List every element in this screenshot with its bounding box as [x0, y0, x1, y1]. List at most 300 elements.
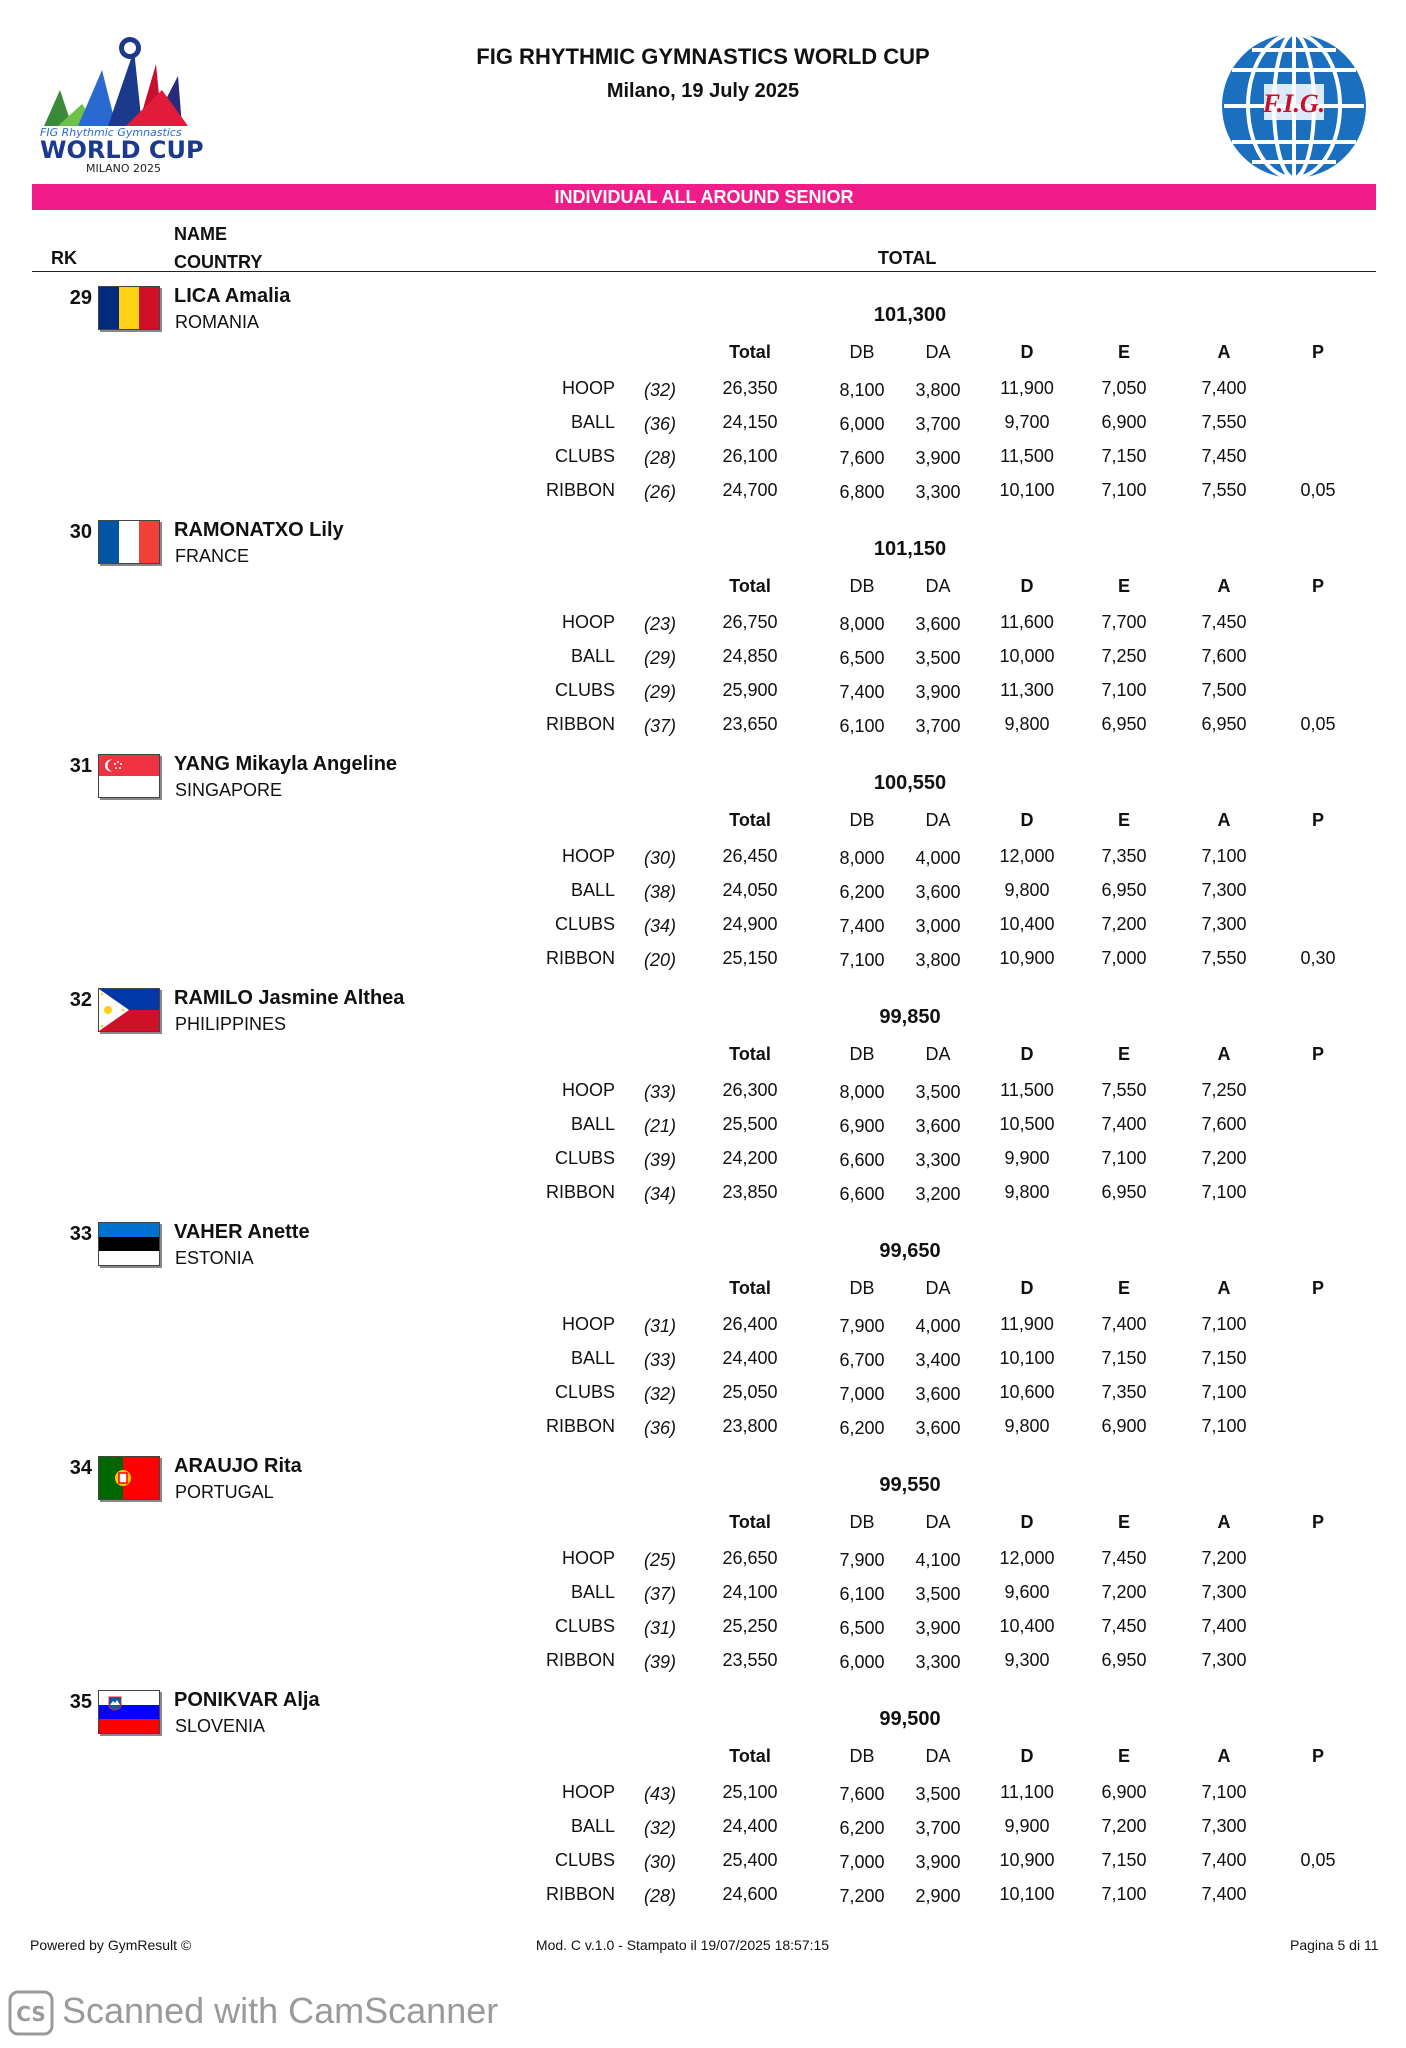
score-db: 6,600 [839, 1150, 885, 1170]
score-d: 9,900 [1004, 1148, 1050, 1168]
athlete-name: LICA Amalia [174, 285, 291, 307]
score-a: 6,950 [1201, 714, 1247, 734]
subheader-db: DB [849, 1746, 875, 1766]
subheader-da: DA [925, 342, 951, 362]
score-a: 7,250 [1201, 1080, 1247, 1100]
print-info: Mod. C v.1.0 - Stampato il 19/07/2025 18:57:15 [535, 1937, 830, 1953]
logo-line2: WORLD CUP [40, 136, 204, 164]
score-penalty: 0,05 [1300, 1850, 1336, 1870]
apparatus-name: BALL [570, 880, 615, 900]
apparatus-total: 23,800 [722, 1416, 778, 1436]
score-a: 7,400 [1201, 1850, 1247, 1870]
apparatus-total: 24,900 [722, 914, 778, 934]
apparatus-name: HOOP [561, 846, 615, 866]
subheader-a: A [1217, 810, 1231, 830]
athlete-total: 99,550 [879, 1474, 941, 1496]
apparatus-row [0, 1348, 1406, 1372]
apparatus-total: 25,500 [722, 1114, 778, 1134]
athlete-total: 101,300 [873, 304, 947, 326]
apparatus-total: 25,050 [722, 1382, 778, 1402]
score-penalty: 0,05 [1300, 480, 1336, 500]
score-d: 10,100 [999, 480, 1055, 500]
score-subheader [0, 576, 1406, 600]
score-e: 7,150 [1101, 1850, 1147, 1870]
athlete-total: 100,550 [873, 772, 947, 794]
score-d: 9,800 [1004, 1416, 1050, 1436]
apparatus-total: 23,550 [722, 1650, 778, 1670]
apparatus-row [0, 1416, 1406, 1440]
subheader-da: DA [925, 1746, 951, 1766]
apparatus-total: 24,850 [722, 646, 778, 666]
score-a: 7,300 [1201, 880, 1247, 900]
subheader-p: P [1311, 1512, 1324, 1532]
subheader-p: P [1311, 342, 1324, 362]
athlete-country: FRANCE [175, 546, 250, 566]
apparatus-row [0, 1548, 1406, 1572]
apparatus-total: 26,400 [722, 1314, 778, 1334]
score-da: 3,600 [915, 1418, 961, 1438]
score-d: 10,400 [999, 1616, 1055, 1636]
score-a: 7,600 [1201, 1114, 1247, 1134]
subheader-db: DB [849, 1512, 875, 1532]
score-da: 3,900 [915, 448, 961, 468]
athlete-country: SLOVENIA [175, 1716, 266, 1736]
apparatus-rank: (28) [643, 1886, 676, 1906]
apparatus-total: 24,050 [722, 880, 778, 900]
score-a: 7,100 [1201, 1382, 1247, 1402]
score-d: 9,900 [1004, 1816, 1050, 1836]
subheader-da: DA [925, 576, 951, 596]
apparatus-total: 26,450 [722, 846, 778, 866]
apparatus-name: CLUBS [554, 914, 615, 934]
score-subheader [0, 342, 1406, 366]
apparatus-rank: (20) [643, 950, 676, 970]
score-e: 7,250 [1101, 646, 1147, 666]
score-e: 6,950 [1101, 714, 1147, 734]
subheader-e: E [1117, 1746, 1130, 1766]
apparatus-row [0, 948, 1406, 972]
athlete-result [0, 1450, 1406, 1684]
score-da: 3,400 [915, 1350, 961, 1370]
apparatus-rank: (37) [643, 716, 676, 736]
score-e: 7,350 [1101, 1382, 1147, 1402]
subheader-p: P [1311, 1278, 1324, 1298]
apparatus-total: 24,150 [722, 412, 778, 432]
athlete-result [0, 1684, 1406, 1918]
subheader-db: DB [849, 576, 875, 596]
score-a: 7,400 [1201, 1884, 1247, 1904]
apparatus-name: BALL [570, 1114, 615, 1134]
subheader-total: Total [729, 810, 771, 830]
apparatus-name: CLUBS [554, 680, 615, 700]
portugal-flag [98, 1456, 160, 1500]
apparatus-rank: (29) [643, 682, 676, 702]
apparatus-rank: (30) [643, 1852, 676, 1872]
apparatus-name: HOOP [561, 1548, 615, 1568]
athlete-result [0, 280, 1406, 514]
subheader-a: A [1217, 1044, 1231, 1064]
score-d: 12,000 [999, 1548, 1055, 1568]
score-da: 3,300 [915, 1652, 961, 1672]
athlete-rank: 33 [69, 1223, 92, 1245]
subheader-total: Total [729, 576, 771, 596]
score-subheader [0, 1044, 1406, 1068]
score-da: 3,600 [915, 1384, 961, 1404]
score-d: 9,700 [1004, 412, 1050, 432]
score-db: 7,600 [839, 1784, 885, 1804]
apparatus-name: BALL [570, 646, 615, 666]
athlete-rank: 32 [69, 989, 92, 1011]
score-e: 7,100 [1101, 680, 1147, 700]
score-d: 9,300 [1004, 1650, 1050, 1670]
subheader-p: P [1311, 1746, 1324, 1766]
col-header-rank: RK [51, 248, 77, 268]
score-d: 10,400 [999, 914, 1055, 934]
athlete-rank: 35 [69, 1691, 92, 1713]
score-db: 8,000 [839, 614, 885, 634]
score-da: 3,200 [915, 1184, 961, 1204]
singapore-flag [98, 754, 160, 798]
score-penalty: 0,05 [1300, 714, 1336, 734]
score-a: 7,100 [1201, 1782, 1247, 1802]
athlete-result [0, 1216, 1406, 1450]
event-subtitle: Milano, 19 July 2025 [606, 80, 800, 102]
athlete-total: 99,850 [879, 1006, 941, 1028]
apparatus-name: CLUBS [554, 1148, 615, 1168]
subheader-total: Total [729, 1512, 771, 1532]
header-divider [32, 271, 1376, 272]
athlete-rank: 29 [69, 287, 92, 309]
score-d: 10,900 [999, 948, 1055, 968]
athlete-name: ARAUJO Rita [174, 1455, 302, 1477]
apparatus-rank: (32) [643, 380, 676, 400]
apparatus-rank: (36) [643, 1418, 676, 1438]
score-d: 9,800 [1004, 1182, 1050, 1202]
score-db: 6,900 [839, 1116, 885, 1136]
score-a: 7,500 [1201, 680, 1247, 700]
subheader-da: DA [925, 1278, 951, 1298]
apparatus-row [0, 680, 1406, 704]
score-a: 7,100 [1201, 1416, 1247, 1436]
section-bar [32, 184, 1376, 210]
score-a: 7,550 [1201, 412, 1247, 432]
score-a: 7,300 [1201, 1816, 1247, 1836]
apparatus-name: BALL [570, 1348, 615, 1368]
score-da: 3,300 [915, 482, 961, 502]
apparatus-name: CLUBS [554, 1382, 615, 1402]
apparatus-rank: (33) [643, 1082, 676, 1102]
score-da: 3,000 [915, 916, 961, 936]
subheader-d: D [1020, 576, 1034, 596]
athlete-country: SINGAPORE [175, 780, 283, 800]
subheader-db: DB [849, 342, 875, 362]
score-d: 11,900 [1000, 378, 1054, 398]
score-da: 4,100 [915, 1550, 961, 1570]
col-header-total: TOTAL [878, 248, 937, 268]
subheader-db: DB [849, 1044, 875, 1064]
apparatus-rank: (37) [643, 1584, 676, 1604]
score-a: 7,300 [1201, 1582, 1247, 1602]
subheader-a: A [1217, 1746, 1231, 1766]
score-e: 7,000 [1101, 948, 1147, 968]
apparatus-row [0, 1816, 1406, 1840]
score-subheader [0, 1746, 1406, 1770]
subheader-d: D [1020, 1512, 1034, 1532]
score-db: 8,100 [839, 380, 885, 400]
score-db: 7,900 [839, 1316, 885, 1336]
score-da: 3,500 [915, 1784, 961, 1804]
apparatus-row [0, 1884, 1406, 1908]
apparatus-rank: (36) [643, 414, 676, 434]
score-a: 7,300 [1201, 1650, 1247, 1670]
apparatus-total: 25,400 [722, 1850, 778, 1870]
col-header-country: COUNTRY [174, 252, 263, 272]
subheader-e: E [1117, 1044, 1130, 1064]
apparatus-name: HOOP [561, 1314, 615, 1334]
estonia-flag [98, 1222, 160, 1266]
apparatus-row [0, 914, 1406, 938]
subheader-d: D [1020, 342, 1034, 362]
logo-line1: FIG Rhythmic Gymnastics [40, 126, 182, 139]
apparatus-total: 26,750 [722, 612, 778, 632]
athlete-result [0, 748, 1406, 982]
subheader-d: D [1020, 1746, 1034, 1766]
section-title: INDIVIDUAL ALL AROUND SENIOR [554, 187, 854, 207]
apparatus-row [0, 1314, 1406, 1338]
apparatus-rank: (32) [643, 1818, 676, 1838]
score-e: 7,200 [1101, 914, 1147, 934]
subheader-db: DB [849, 810, 875, 830]
apparatus-row [0, 612, 1406, 636]
apparatus-name: BALL [570, 412, 615, 432]
apparatus-name: RIBBON [545, 480, 615, 500]
apparatus-rank: (32) [643, 1384, 676, 1404]
score-e: 7,200 [1101, 1582, 1147, 1602]
apparatus-row [0, 1582, 1406, 1606]
subheader-a: A [1217, 1512, 1231, 1532]
score-a: 7,100 [1201, 846, 1247, 866]
score-d: 10,900 [999, 1850, 1055, 1870]
apparatus-rank: (25) [643, 1550, 676, 1570]
score-a: 7,400 [1201, 1616, 1247, 1636]
apparatus-row [0, 1080, 1406, 1104]
apparatus-total: 24,200 [722, 1148, 778, 1168]
apparatus-rank: (31) [643, 1618, 676, 1638]
score-da: 2,900 [915, 1886, 961, 1906]
athlete-rank: 34 [69, 1457, 92, 1479]
athlete-name: RAMONATXO Lily [174, 519, 344, 541]
apparatus-rank: (31) [643, 1316, 676, 1336]
score-db: 6,100 [839, 1584, 885, 1604]
apparatus-name: RIBBON [545, 1182, 615, 1202]
score-da: 3,900 [915, 1618, 961, 1638]
score-d: 11,600 [1000, 612, 1054, 632]
score-db: 7,000 [839, 1852, 885, 1872]
score-da: 3,700 [915, 1818, 961, 1838]
subheader-da: DA [925, 1044, 951, 1064]
apparatus-name: HOOP [561, 378, 615, 398]
subheader-d: D [1020, 1044, 1034, 1064]
score-e: 7,550 [1101, 1080, 1147, 1100]
score-a: 7,600 [1201, 646, 1247, 666]
score-db: 6,800 [839, 482, 885, 502]
apparatus-total: 26,650 [722, 1548, 778, 1568]
event-title: FIG RHYTHMIC GYMNASTICS WORLD CUP [476, 44, 930, 69]
score-da: 3,800 [915, 950, 961, 970]
score-da: 4,000 [915, 1316, 961, 1336]
subheader-total: Total [729, 342, 771, 362]
score-db: 6,700 [839, 1350, 885, 1370]
score-subheader [0, 1278, 1406, 1302]
score-db: 8,000 [839, 1082, 885, 1102]
apparatus-total: 25,100 [722, 1782, 778, 1802]
apparatus-rank: (43) [643, 1784, 676, 1804]
score-d: 11,100 [1000, 1782, 1054, 1802]
apparatus-name: CLUBS [554, 1616, 615, 1636]
athlete-rank: 30 [69, 521, 92, 543]
score-d: 11,500 [1000, 1080, 1054, 1100]
subheader-a: A [1217, 1278, 1231, 1298]
score-e: 7,200 [1101, 1816, 1147, 1836]
apparatus-rank: (29) [643, 648, 676, 668]
score-da: 4,000 [915, 848, 961, 868]
score-da: 3,300 [915, 1150, 961, 1170]
score-da: 3,900 [915, 682, 961, 702]
apparatus-name: RIBBON [545, 1884, 615, 1904]
score-db: 6,600 [839, 1184, 885, 1204]
score-e: 7,100 [1101, 1884, 1147, 1904]
score-d: 11,500 [1000, 446, 1054, 466]
score-d: 11,300 [1000, 680, 1054, 700]
apparatus-total: 25,150 [722, 948, 778, 968]
subheader-e: E [1117, 342, 1130, 362]
subheader-d: D [1020, 810, 1034, 830]
apparatus-rank: (38) [643, 882, 676, 902]
apparatus-total: 24,700 [722, 480, 778, 500]
score-e: 6,950 [1101, 1650, 1147, 1670]
apparatus-row [0, 412, 1406, 436]
score-a: 7,300 [1201, 914, 1247, 934]
france-flag [98, 520, 160, 564]
score-e: 6,900 [1101, 1416, 1147, 1436]
apparatus-name: HOOP [561, 612, 615, 632]
score-db: 6,200 [839, 882, 885, 902]
athlete-country: PORTUGAL [175, 1482, 274, 1502]
apparatus-row [0, 1782, 1406, 1806]
apparatus-name: RIBBON [545, 1650, 615, 1670]
score-e: 7,100 [1101, 1148, 1147, 1168]
score-da: 3,600 [915, 1116, 961, 1136]
subheader-da: DA [925, 1512, 951, 1532]
athlete-name: VAHER Anette [174, 1221, 310, 1243]
score-da: 3,900 [915, 1852, 961, 1872]
apparatus-total: 26,350 [722, 378, 778, 398]
apparatus-total: 25,250 [722, 1616, 778, 1636]
score-db: 6,200 [839, 1418, 885, 1438]
score-d: 10,100 [999, 1884, 1055, 1904]
score-db: 6,200 [839, 1818, 885, 1838]
score-e: 6,900 [1101, 1782, 1147, 1802]
score-d: 10,600 [999, 1382, 1055, 1402]
score-db: 6,500 [839, 648, 885, 668]
apparatus-row [0, 1650, 1406, 1674]
score-d: 9,800 [1004, 714, 1050, 734]
fig-logo-text: F.I.G. [1262, 89, 1326, 118]
camscanner-logo-text: CS [16, 2002, 46, 2026]
romania-flag [98, 286, 160, 330]
subheader-p: P [1311, 810, 1324, 830]
apparatus-rank: (21) [643, 1116, 676, 1136]
subheader-e: E [1117, 1512, 1130, 1532]
apparatus-rank: (39) [643, 1150, 676, 1170]
apparatus-name: HOOP [561, 1782, 615, 1802]
score-a: 7,100 [1201, 1182, 1247, 1202]
score-e: 7,100 [1101, 480, 1147, 500]
apparatus-row [0, 1616, 1406, 1640]
apparatus-name: CLUBS [554, 446, 615, 466]
apparatus-rank: (26) [643, 482, 676, 502]
score-d: 9,800 [1004, 880, 1050, 900]
subheader-p: P [1311, 1044, 1324, 1064]
score-subheader [0, 810, 1406, 834]
score-e: 7,150 [1101, 1348, 1147, 1368]
score-db: 7,100 [839, 950, 885, 970]
athlete-total: 99,500 [879, 1708, 941, 1730]
apparatus-row [0, 846, 1406, 870]
score-da: 3,800 [915, 380, 961, 400]
score-db: 7,200 [839, 1886, 885, 1906]
score-db: 7,400 [839, 682, 885, 702]
athlete-name: YANG Mikayla Angeline [174, 753, 398, 775]
athlete-country: ROMANIA [175, 312, 260, 332]
score-e: 6,900 [1101, 412, 1147, 432]
score-a: 7,100 [1201, 1314, 1247, 1334]
score-penalty: 0,30 [1300, 948, 1336, 968]
camscanner-watermark: Scanned with CamScanner [62, 1990, 499, 2031]
score-e: 7,150 [1101, 446, 1147, 466]
apparatus-row [0, 446, 1406, 470]
apparatus-row [0, 714, 1406, 738]
score-a: 7,400 [1201, 378, 1247, 398]
subheader-e: E [1117, 576, 1130, 596]
camscanner-logo [8, 1990, 54, 2036]
score-a: 7,200 [1201, 1148, 1247, 1168]
apparatus-name: CLUBS [554, 1850, 615, 1870]
subheader-a: A [1217, 342, 1231, 362]
score-db: 8,000 [839, 848, 885, 868]
athlete-total: 101,150 [873, 538, 947, 560]
apparatus-total: 26,300 [722, 1080, 778, 1100]
apparatus-total: 24,400 [722, 1348, 778, 1368]
apparatus-rank: (33) [643, 1350, 676, 1370]
apparatus-name: BALL [570, 1816, 615, 1836]
slovenia-flag [98, 1690, 160, 1734]
score-db: 6,500 [839, 1618, 885, 1638]
score-da: 3,700 [915, 716, 961, 736]
athlete-country: ESTONIA [175, 1248, 254, 1268]
apparatus-total: 24,100 [722, 1582, 778, 1602]
subheader-e: E [1117, 1278, 1130, 1298]
apparatus-row [0, 1850, 1406, 1874]
apparatus-total: 24,400 [722, 1816, 778, 1836]
score-d: 12,000 [999, 846, 1055, 866]
score-a: 7,450 [1201, 612, 1247, 632]
score-db: 6,000 [839, 1652, 885, 1672]
apparatus-row [0, 378, 1406, 402]
score-subheader [0, 1512, 1406, 1536]
score-e: 7,700 [1101, 612, 1147, 632]
apparatus-row [0, 1382, 1406, 1406]
